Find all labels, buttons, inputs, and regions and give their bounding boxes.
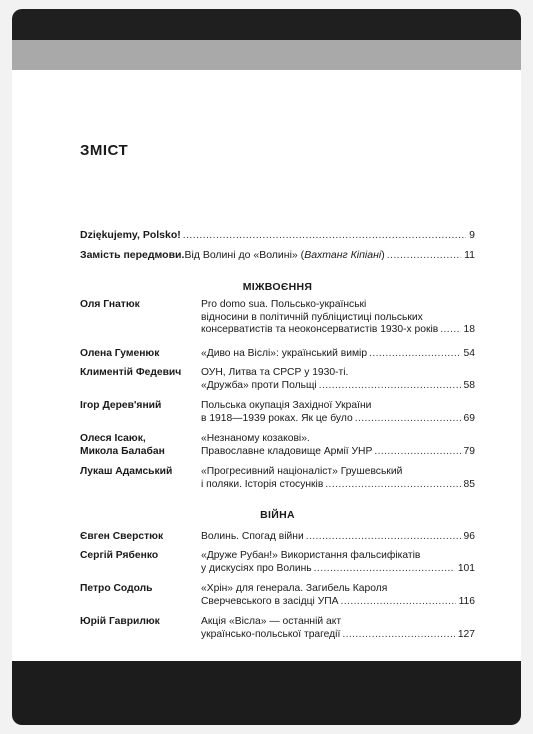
entry-description: Польська окупація Західної України в 1918—1939 роках. Як це було ..... 69: [201, 400, 475, 425]
page-number: 116: [458, 595, 475, 607]
entry-subtitle: Від Волині до «Волині» (: [184, 249, 305, 261]
entry-paren: ): [381, 249, 385, 261]
page-number: 18: [463, 324, 475, 335]
top-grey-band: [12, 40, 521, 70]
section-heading: ВІЙНА: [260, 509, 295, 521]
page-number: 85: [463, 478, 475, 490]
page-number: 11: [464, 249, 475, 261]
entry-description: «Прогресивний націоналіст» Грушевський і поляки. Історія стосунків ..... 85: [201, 466, 475, 491]
leader-dots: [387, 249, 461, 262]
leader-dots: [342, 629, 454, 642]
leader-dots: [319, 380, 461, 393]
entry-author: Петро Содоль: [80, 583, 153, 594]
entry-author: Євген Сверстюк: [80, 531, 164, 542]
entry-author: Ігор Дерев'яний: [80, 400, 162, 411]
leader-dots: [355, 413, 461, 426]
entry-title: Dziękujemy, Polsko!: [80, 229, 181, 241]
entry-description: Акція «Вісла» — останній акт українсько-польської трагедії ..... 127: [201, 616, 475, 641]
page-number: 101: [457, 562, 475, 574]
page-number: 96: [463, 531, 475, 542]
leader-dots: [440, 324, 460, 337]
entry-description: Волинь. Спогад війни ..... 96: [201, 531, 475, 544]
entry-author: Юрій Гаврилюк: [80, 616, 160, 627]
toc-entry-thanks: [80, 229, 475, 242]
toc-entry-foreword: [80, 249, 475, 262]
entry-title: Замість передмови.: [80, 249, 185, 261]
page-number: 69: [463, 412, 475, 424]
entry-author: Климентій Федевич: [80, 367, 182, 378]
leader-dots: [314, 563, 455, 576]
page-number: 127: [457, 628, 475, 640]
bottom-dark-band: [12, 661, 521, 725]
leader-dots: [369, 348, 460, 361]
entry-author: Олеся Ісаюк, Микола Балабан: [80, 433, 165, 457]
entry-description: «Друже Рубан!» Використання фальсифікатів у дискусіях про Волинь ..... 101: [201, 550, 475, 575]
section-heading: МІЖВОЄННЯ: [242, 281, 313, 293]
page-number: 9: [469, 229, 475, 241]
leader-dots: [341, 596, 456, 609]
leader-dots: [325, 479, 460, 492]
page-number: 54: [463, 348, 475, 359]
page-number: 79: [463, 445, 475, 457]
entry-description: Pro domo sua. Польсько-українські відносини в політичній публіцистиці польських консерватистів та неоконсерватистів 1930-х років ..... 18: [201, 299, 475, 337]
toc-title: ЗМІСТ: [80, 142, 129, 159]
entry-description: «Незнаному козакові». Православне кладовище Армії УНР ..... 79: [201, 433, 475, 458]
top-dark-band: [12, 9, 521, 40]
leader-dots: [306, 531, 461, 544]
leader-dots: [374, 446, 460, 459]
entry-description: «Диво на Віслі»: український вимір ..... 54: [201, 348, 475, 361]
entry-description: «Хрін» для генерала. Загибель Кароля Сверчевського в засідці УПА ..... 116: [201, 583, 475, 608]
book-page: [12, 9, 521, 725]
entry-author: Олена Гуменюк: [80, 348, 160, 359]
entry-author: Оля Гнатюк: [80, 299, 140, 310]
leader-dots: [183, 229, 466, 242]
entry-author: Сергій Рябенко: [80, 550, 159, 561]
entry-author: Вахтанг Кіпіані: [304, 249, 382, 261]
entry-description: ОУН, Литва та СРСР у 1930-ті. «Дружба» проти Польщі ..... 58: [201, 367, 475, 392]
page-number: 58: [463, 379, 475, 391]
entry-author: Лукаш Адамський: [80, 466, 173, 477]
